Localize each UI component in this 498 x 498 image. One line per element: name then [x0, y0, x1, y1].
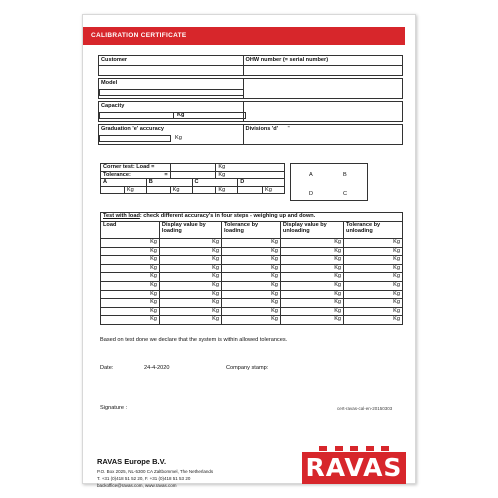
corner-d-label: D	[238, 179, 285, 187]
table-row	[101, 264, 403, 273]
corner-load-label: Corner test: Load =	[101, 164, 171, 172]
corner-a-label: A	[101, 179, 147, 187]
date-value: 24-4-2020	[144, 365, 170, 371]
header-display-unloading: Display value by unloading	[280, 222, 343, 239]
table-row	[101, 247, 403, 256]
load-cell[interactable]: Kg	[280, 273, 343, 282]
load-cell[interactable]: Kg	[222, 299, 281, 308]
date-label: Date:	[100, 365, 114, 371]
load-test-table	[100, 212, 403, 325]
load-cell[interactable]: Kg	[101, 281, 160, 290]
load-cell[interactable]: Kg	[222, 239, 281, 248]
load-cell[interactable]: Kg	[344, 247, 403, 256]
model-cell[interactable]	[99, 79, 244, 99]
test-with-load-text: : check different accuracy's in four steps - weighing up and down.	[139, 213, 316, 219]
load-cell[interactable]: Kg	[280, 239, 343, 248]
load-cell[interactable]: Kg	[222, 247, 281, 256]
corner-c-label: C	[192, 179, 238, 187]
corner-position-diagram	[290, 163, 368, 201]
header-display-loading: Display value by loading	[159, 222, 221, 239]
diagram-b: B	[343, 172, 347, 178]
table-row	[101, 290, 403, 299]
info-table	[98, 55, 403, 145]
load-cell[interactable]: Kg	[344, 273, 403, 282]
load-cell[interactable]: Kg	[344, 299, 403, 308]
load-cell[interactable]: Kg	[159, 290, 221, 299]
diagram-c: C	[343, 191, 348, 197]
load-cell[interactable]: Kg	[344, 316, 403, 325]
load-cell[interactable]: Kg	[280, 247, 343, 256]
table-row	[101, 273, 403, 282]
load-cell[interactable]: Kg	[159, 256, 221, 265]
capacity-field[interactable]	[99, 112, 174, 119]
corner-d-value[interactable]	[238, 186, 263, 194]
diagram-a: A	[309, 172, 313, 178]
divisions-label: Divisions 'd'	[245, 126, 279, 132]
load-cell[interactable]: Kg	[222, 273, 281, 282]
corner-a-value[interactable]	[101, 186, 125, 194]
graduation-unit: Kg	[175, 135, 182, 141]
corner-load-unit: Kg	[216, 164, 285, 172]
company-phone: T. +31 (0)418 51 52 20, F. +31 (0)418 51 53 20	[97, 476, 191, 481]
corner-b-value[interactable]	[146, 186, 170, 194]
load-cell[interactable]: Kg	[344, 281, 403, 290]
load-cell[interactable]: Kg	[280, 256, 343, 265]
corner-c-value[interactable]	[192, 186, 216, 194]
test-with-load-label: Test with load	[103, 213, 140, 219]
load-cell[interactable]: Kg	[159, 299, 221, 308]
load-cell[interactable]: Kg	[101, 290, 160, 299]
divisions-quote: "	[287, 126, 290, 132]
load-cell[interactable]: Kg	[159, 247, 221, 256]
load-cell[interactable]: Kg	[159, 273, 221, 282]
table-row	[101, 316, 403, 325]
load-cell[interactable]: Kg	[159, 281, 221, 290]
load-cell[interactable]: Kg	[344, 264, 403, 273]
company-name: RAVAS Europe B.V.	[97, 457, 167, 466]
load-cell[interactable]: Kg	[159, 307, 221, 316]
load-cell[interactable]: Kg	[280, 307, 343, 316]
ravas-logo: RAVAS	[302, 452, 406, 484]
load-cell[interactable]: Kg	[101, 239, 160, 248]
capacity-label: Capacity	[101, 103, 125, 109]
graduation-cell[interactable]	[99, 125, 244, 145]
load-cell[interactable]: Kg	[344, 290, 403, 299]
load-cell[interactable]: Kg	[101, 273, 160, 282]
certificate-title: CALIBRATION CERTIFICATE	[91, 32, 187, 39]
diagram-d: D	[309, 191, 314, 197]
corner-test-table	[100, 163, 285, 194]
corner-load-field[interactable]	[170, 164, 216, 172]
load-cell[interactable]: Kg	[222, 264, 281, 273]
load-cell[interactable]: Kg	[159, 316, 221, 325]
corner-d-unit: Kg	[263, 186, 285, 194]
load-cell[interactable]: Kg	[344, 256, 403, 265]
ohw-number-field[interactable]	[243, 66, 402, 76]
load-cell[interactable]: Kg	[101, 316, 160, 325]
company-stamp-label: Company stamp:	[226, 365, 269, 371]
customer-label: Customer	[99, 56, 244, 66]
corner-tolerance-unit: Kg	[216, 171, 285, 179]
corner-b-unit: Kg	[170, 186, 192, 194]
load-cell[interactable]: Kg	[101, 299, 160, 308]
load-cell[interactable]: Kg	[101, 264, 160, 273]
load-cell[interactable]: Kg	[222, 281, 281, 290]
company-address: P.O. Box 2025, NL-5300 CA Zaltbommel, The Netherlands	[97, 469, 214, 474]
load-cell[interactable]: Kg	[222, 290, 281, 299]
certificate-title-bar	[83, 27, 405, 45]
header-load: Load	[101, 222, 160, 239]
logo-accent	[319, 446, 389, 451]
corner-tolerance-field[interactable]	[170, 171, 216, 179]
load-cell[interactable]: Kg	[222, 256, 281, 265]
corner-b-label: B	[146, 179, 192, 187]
corner-a-unit: Kg	[124, 186, 146, 194]
load-cell[interactable]: Kg	[159, 239, 221, 248]
table-row	[101, 299, 403, 308]
load-cell[interactable]: Kg	[101, 256, 160, 265]
document-code: cert-ravas-cal-en-20150303	[337, 406, 393, 411]
divisions-cell[interactable]	[243, 125, 402, 145]
load-cell[interactable]: Kg	[344, 239, 403, 248]
table-row	[101, 281, 403, 290]
graduation-field[interactable]	[99, 135, 171, 142]
table-row	[101, 239, 403, 248]
load-test-heading	[101, 213, 403, 222]
capacity-cell[interactable]	[99, 102, 244, 122]
graduation-label: Graduation 'e' accuracy	[101, 126, 164, 132]
load-cell[interactable]: Kg	[222, 307, 281, 316]
load-cell[interactable]: Kg	[222, 316, 281, 325]
table-row	[101, 256, 403, 265]
load-cell[interactable]: Kg	[280, 316, 343, 325]
corner-c-unit: Kg	[216, 186, 238, 194]
capacity-unit: Kg	[177, 112, 185, 118]
table-row	[101, 307, 403, 316]
load-rows	[101, 239, 403, 325]
customer-field[interactable]	[99, 66, 244, 76]
declaration-text: Based on test done we declare that the system is within allowed tolerances.	[100, 337, 288, 343]
load-cell[interactable]: Kg	[280, 264, 343, 273]
corner-tolerance-label: Tolerance: =	[101, 171, 171, 179]
load-cell[interactable]: Kg	[101, 247, 160, 256]
header-tolerance-loading: Tolerance by loading	[222, 222, 281, 239]
load-cell[interactable]: Kg	[344, 307, 403, 316]
signature-label: Signature :	[100, 405, 128, 411]
model-label: Model	[101, 80, 118, 86]
model-field[interactable]	[99, 89, 244, 96]
ohw-number-label: OHW number (= serial number)	[243, 56, 402, 66]
header-tolerance-unloading: Tolerance by unloading	[344, 222, 403, 239]
load-cell[interactable]: Kg	[280, 281, 343, 290]
load-cell[interactable]: Kg	[280, 299, 343, 308]
load-cell[interactable]: Kg	[101, 307, 160, 316]
load-cell[interactable]: Kg	[159, 264, 221, 273]
certificate-page	[82, 14, 416, 488]
company-email: backoffice@ravas.com, www.ravas.com	[97, 483, 177, 488]
load-cell[interactable]: Kg	[280, 290, 343, 299]
